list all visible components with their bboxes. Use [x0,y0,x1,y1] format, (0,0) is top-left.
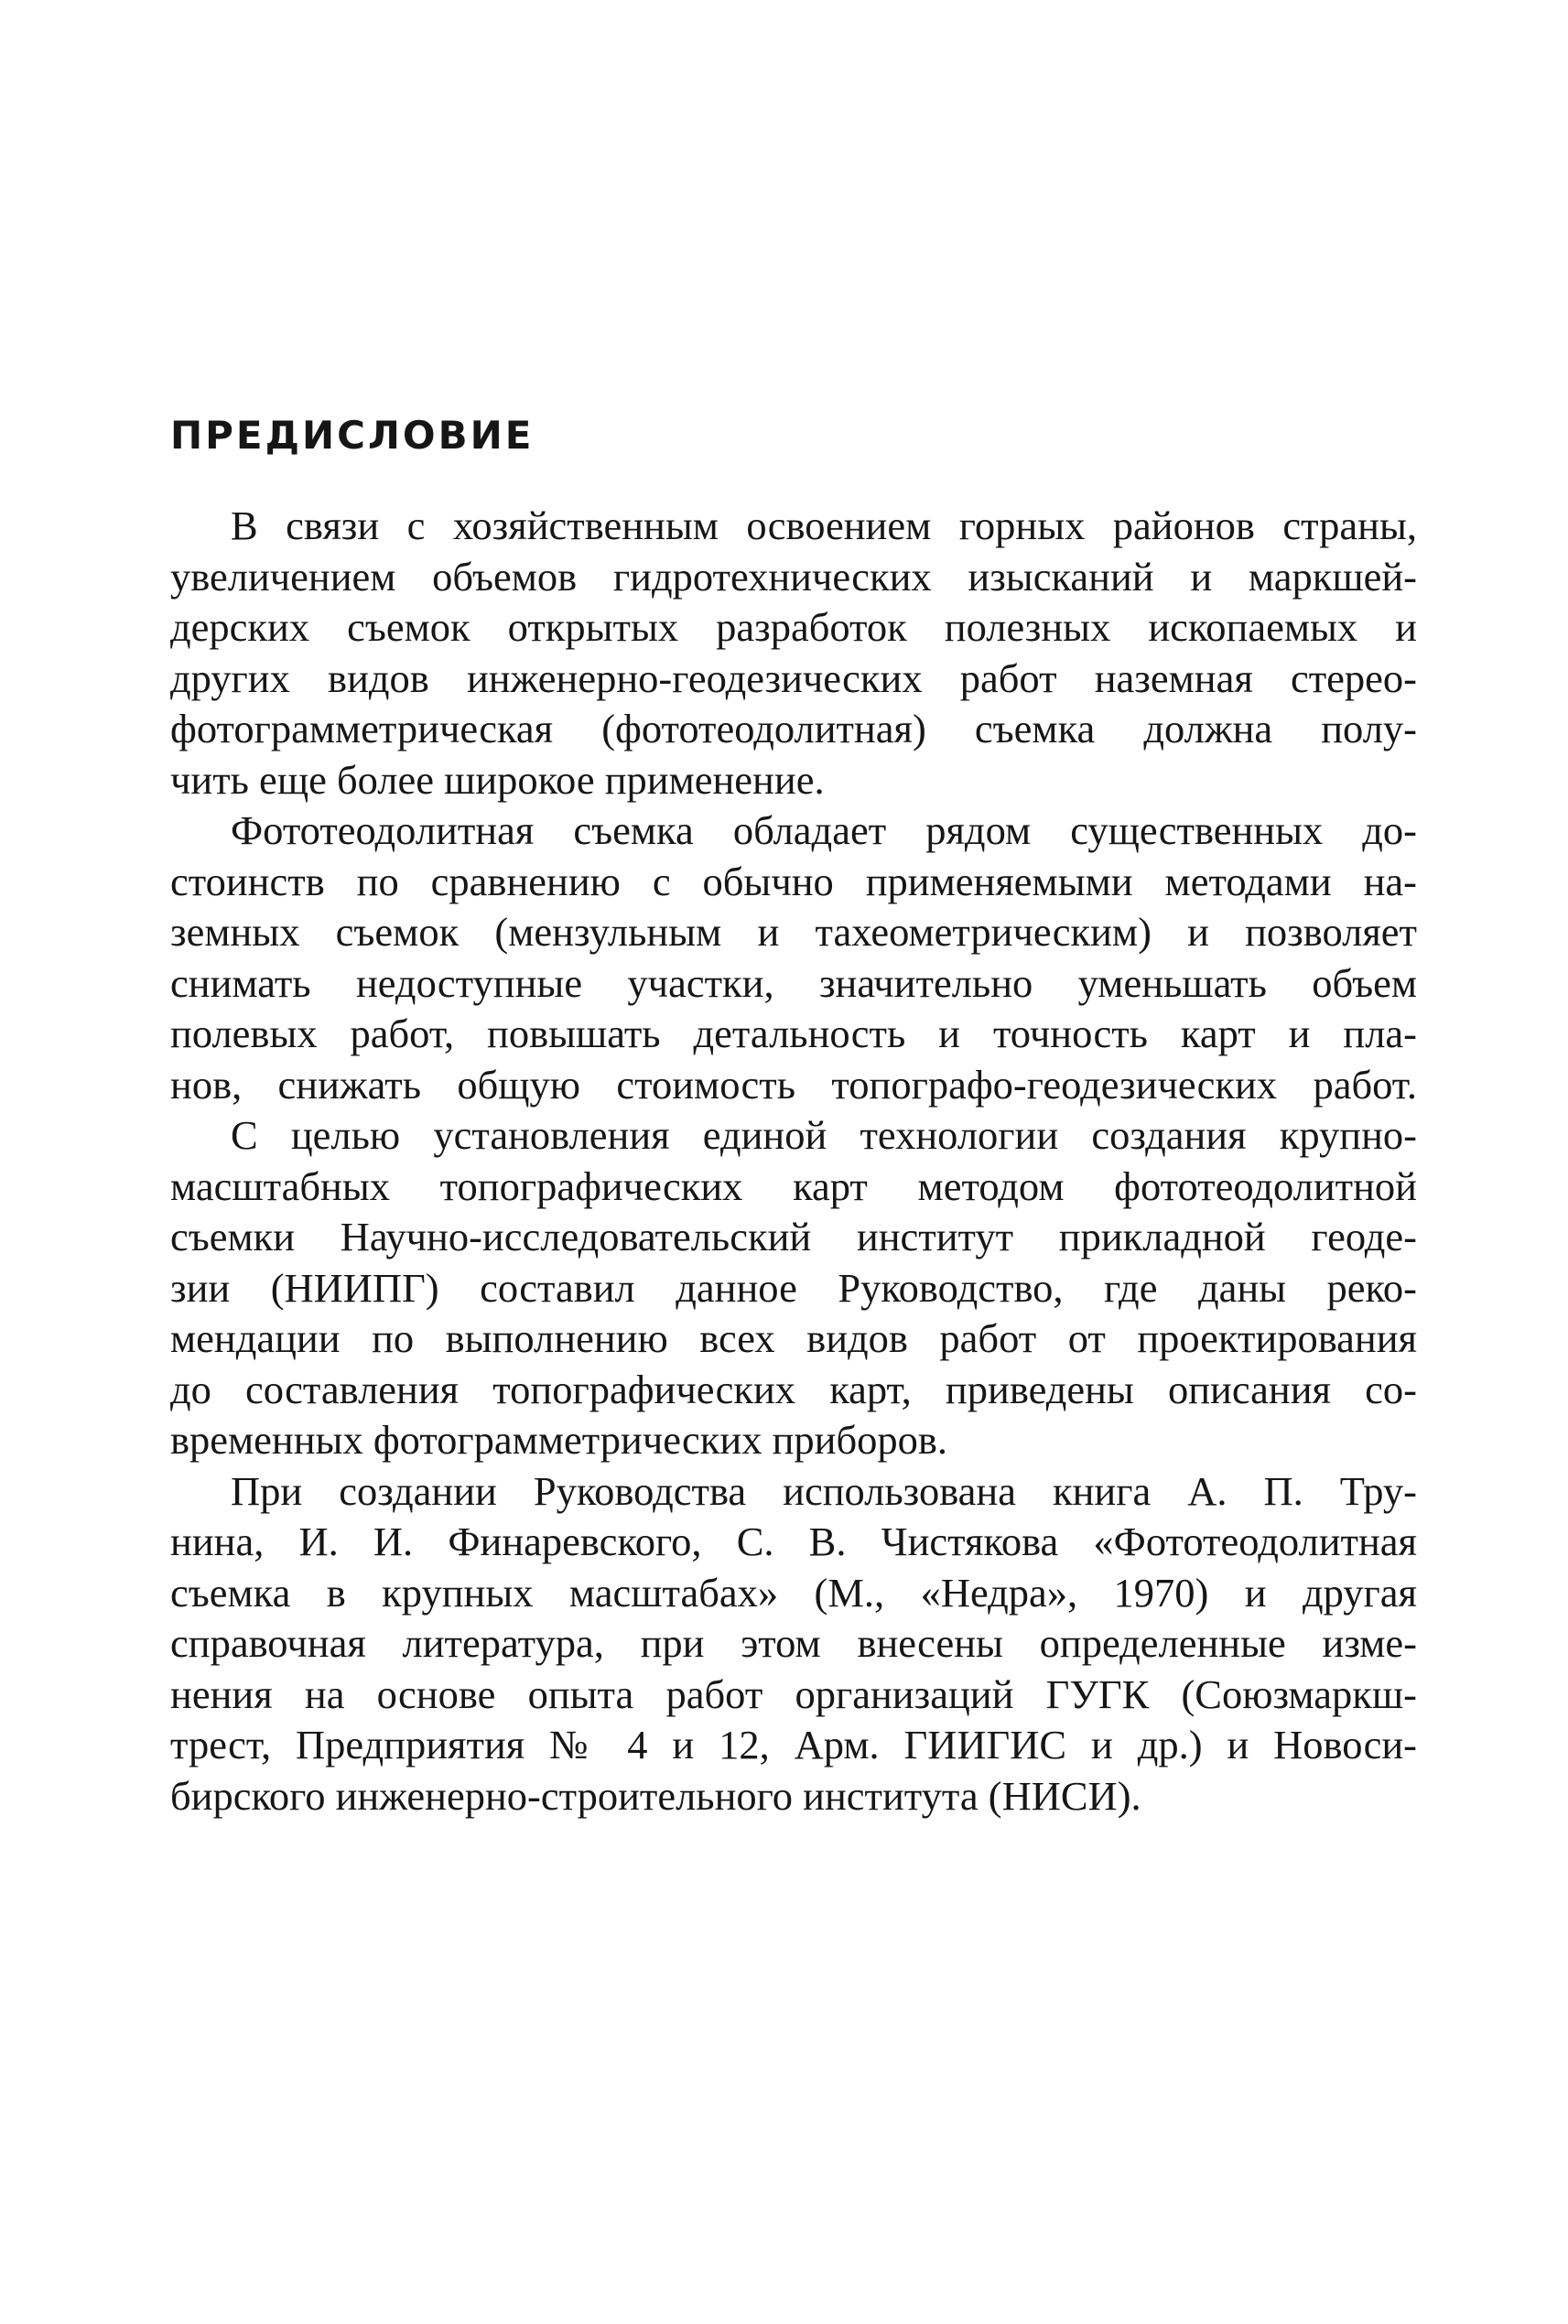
text-line: дерских съемок открытых разработок полезных ископаемых и [170,604,1417,650]
text-line: фотограмметрическая (фототеодолитная) съемка должна полу- [170,706,1417,751]
text-line: съемка в крупных масштабах» (М., «Недра», 1970) и другая [170,1569,1417,1616]
text-line: нения на основе опыта работ организаций ГУГК (Союзмаркш- [170,1670,1417,1717]
text-line: стоинств по сравнению с обычно применяемыми методами на- [170,858,1417,904]
preface-body [170,501,1417,1821]
text-line: нов, снижать общую стоимость топографо-геодезических работ. [170,1061,1417,1108]
text-line: нина, И. И. Финаревского, С. В. Чистякова «Фототеодолитная [170,1519,1417,1564]
text-line: земных съемок (мензульным и тахеометрическим) и позволяет [170,909,1417,955]
text-line: полевых работ, повышать детальность и точность карт и пла- [170,1011,1417,1056]
text-line: чить еще более широкое применение. [170,756,825,803]
text-line: В связи с хозяйственным освоением горных районов страны, [231,503,1417,548]
text-line: масштабных топографических карт методом фототеодолитной [170,1162,1417,1209]
text-line: мендации по выполнению всех видов работ от проектирования [170,1315,1417,1361]
text-line: снимать недоступные участки, значительно уменьшать объем [170,959,1417,1006]
text-line: съемки Научно-исследовательский институт прикладной геоде- [170,1214,1417,1259]
text-line: зии (НИИПГ) составил данное Руководство, где даны реко- [170,1264,1417,1311]
text-line: Фототеодолитная съемка обладает рядом существенных до- [231,807,1417,853]
text-line: бирского инженерно-строительного института (НИСИ). [170,1772,1141,1819]
text-line: других видов инженерно-геодезических работ наземная стерео- [170,654,1417,701]
text-line: трест, Предприятия № 4 и 12, Арм. ГИИГИС и др.) и Новоси- [170,1722,1417,1767]
text-line: увеличением объемов гидротехнических изысканий и маркшей- [170,553,1417,600]
text-line: до составления топографических карт, приведены описания со- [170,1366,1417,1412]
page-title: ПРЕДИСЛОВИЕ [170,413,535,458]
text-line: С целью установления единой технологии создания крупно- [231,1112,1417,1158]
text-line: временных фотограмметрических приборов. [170,1417,948,1463]
text-line: При создании Руководства использована книга А. П. Тру- [231,1467,1417,1514]
text-line: справочная литература, при этом внесены определенные изме- [170,1620,1417,1666]
